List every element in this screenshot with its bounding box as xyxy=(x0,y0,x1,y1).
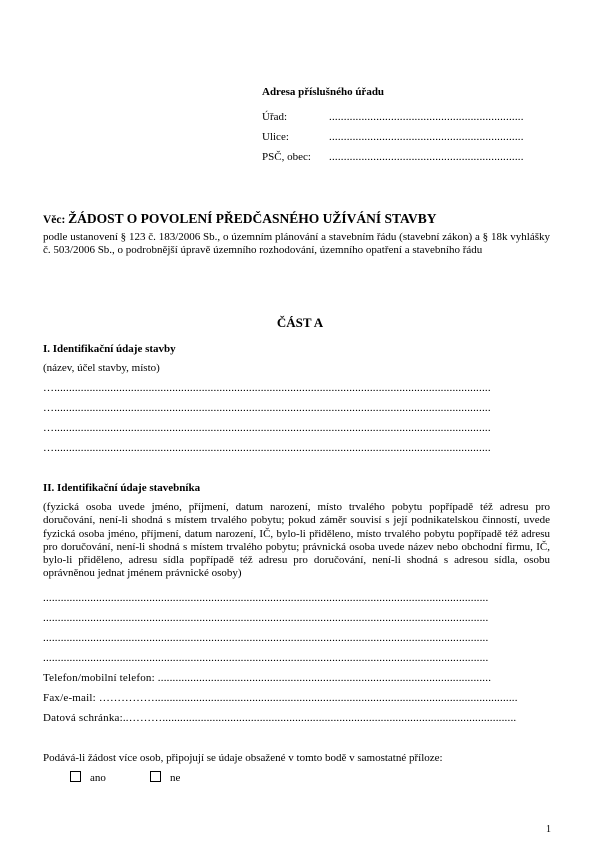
address-heading: Adresa příslušného úřadu xyxy=(262,86,385,98)
address-label: Úřad: xyxy=(262,111,288,123)
document-title: ŽÁDOST O POVOLENÍ PŘEDČASNÉHO UŽÍVÁNÍ STAVBY xyxy=(68,211,437,226)
address-label: PSČ, obec: xyxy=(262,151,311,163)
building-line-2[interactable]: ….................................................................................................................................................... xyxy=(43,402,491,414)
street-field[interactable]: .................................................................. xyxy=(329,131,524,143)
option-yes-label: ano xyxy=(90,772,106,784)
builder-line-3[interactable]: ....................................................................................................................................................... xyxy=(43,632,489,644)
option-no-label: ne xyxy=(170,772,181,784)
address-label: Ulice: xyxy=(262,131,289,143)
city-field[interactable]: .................................................................. xyxy=(329,151,524,163)
part-a-heading: ČÁST A xyxy=(276,315,324,330)
builder-line-4[interactable]: ....................................................................................................................................................... xyxy=(43,652,489,664)
option-no[interactable] xyxy=(150,771,180,784)
legal-basis: podle ustanovení § 123 č. 183/2006 Sb., o územním plánování a stavebním řádu (stavební zákon) a § 18k vyhlášky č. 503/2006 Sb., o podrobnější úpravě územního rozhodování, územního opatření a stavebního řádu xyxy=(43,231,550,257)
office-field[interactable]: .................................................................. xyxy=(329,111,524,123)
builder-line-1[interactable]: ....................................................................................................................................................... xyxy=(43,592,489,604)
building-line-3[interactable]: ….................................................................................................................................................... xyxy=(43,422,491,434)
builder-line-2[interactable]: ....................................................................................................................................................... xyxy=(43,612,489,624)
checkbox-yes[interactable] xyxy=(70,771,81,782)
section-1-note: (název, účel stavby, místo) xyxy=(43,362,160,374)
multiple-applicants-text: Podává-li žádost více osob, připojují se údaje obsažené v tomto bodě v samostatné příloze: xyxy=(43,752,443,764)
phone-field[interactable]: Telefon/mobilní telefon: ................................................................................................................. xyxy=(43,672,492,684)
page-number: 1 xyxy=(546,824,551,835)
option-yes[interactable] xyxy=(70,771,106,784)
fax-email-field[interactable]: Fax/e-mail: ……………........................................................................................................................... xyxy=(43,692,518,704)
subject-title xyxy=(43,211,437,227)
section-2-note: (fyzická osoba uvede jméno, příjmení, datum narození, místo trvalého pobytu popřípadě též adresu pro doručování, není-li shodná s místem trvalého pobytu; pokud záměr souvisí s její podnikatelskou činností, uvede fyzická osoba jméno, příjmení, datum narození, IČ, bylo-li přiděleno, místo trvalého pobytu popřípadě též adresu pro doručování, není-li shodná s místem trvalého pobytu; právnická osoba uvede název nebo obchodní firmu, IČ, bylo-li přiděleno, adresu sídla popřípadě též adresu pro doručování, není-li shodná s adresou sídla, osobu oprávněnou jednat jménem právnické osoby) xyxy=(43,501,550,580)
building-line-1[interactable]: ….................................................................................................................................................... xyxy=(43,382,491,394)
section-2-heading: II. Identifikační údaje stavebníka xyxy=(43,482,201,494)
data-box-field[interactable]: Datová schránka:..………........................................................................................................................ xyxy=(43,712,517,724)
subject-prefix: Věc: xyxy=(43,214,66,226)
section-1-heading: I. Identifikační údaje stavby xyxy=(43,343,176,355)
checkbox-no[interactable] xyxy=(150,771,161,782)
building-line-4[interactable]: ….................................................................................................................................................... xyxy=(43,442,491,454)
